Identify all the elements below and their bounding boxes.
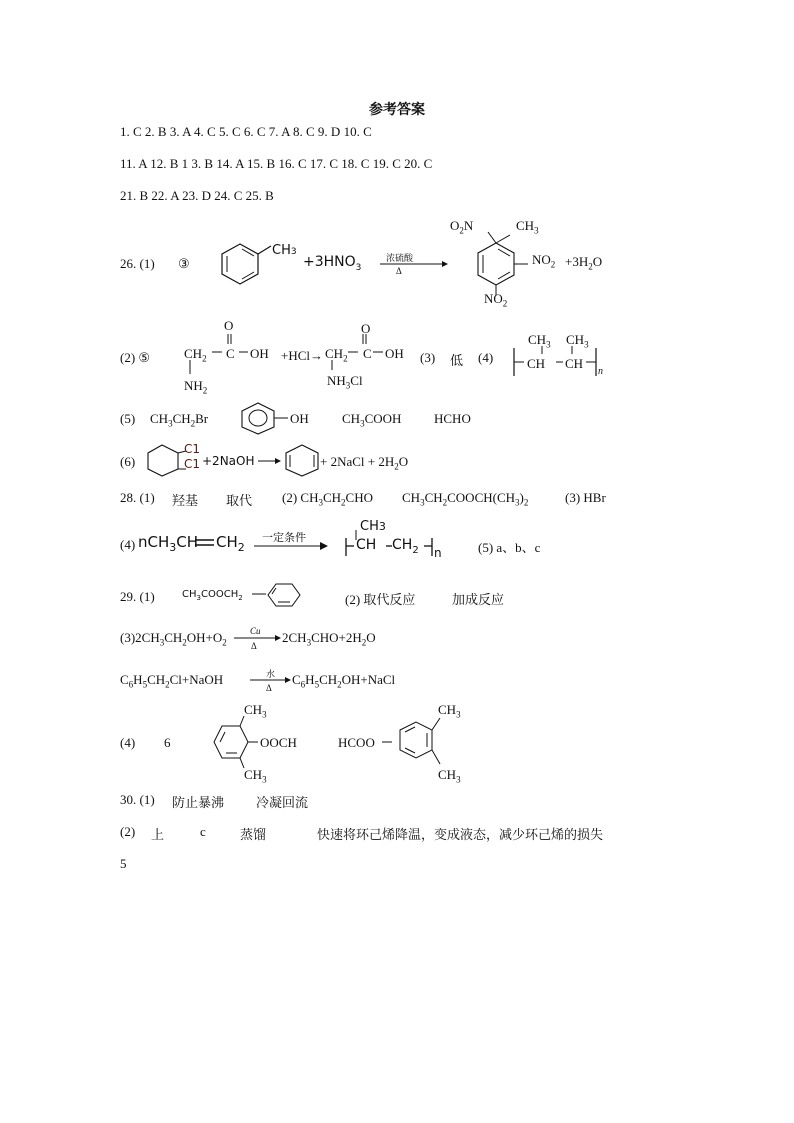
q26-gly-o: O [224,318,234,333]
q26-hcl: +HCl→ [281,348,324,363]
q26-cl-top: C1 [184,442,201,456]
q26-p5-bromoethane: $CH_3CH_2Br$ [150,411,209,429]
q26-mark1: ③ [178,256,190,271]
q28-p4-label: (4) [120,537,136,552]
q29-benzyl-ring [252,582,312,610]
q30-a2a: 上 [151,827,165,842]
mc-line-1: 1. C 2. B 3. A 4. C 5. C 6. C 7. A 8. C 9. D 10. C [120,124,372,139]
q28-a1b: 取代 [226,493,253,508]
q26-gly-ch2: $CH_2$ [184,346,207,364]
mc-line-3: 21. B 22. A 23. D 24. C 25. B [120,188,274,203]
q26-pp-ch3-b: $CH_3$ [566,332,589,350]
q26-pp-ch-a: CH [527,356,546,371]
q26-p5-phenol-oh: OH [290,411,309,426]
q29-eq1-right: $2CH_3CHO+2H_2O$ [282,630,376,648]
q26-ch3: CH3 [272,243,297,258]
q26-condition-top: 浓硫酸 [386,253,414,263]
q26-tnt-ch3: $CH_3$ [516,218,539,236]
q29-eq1-cond: Cu [250,626,261,636]
q29-eq2-delta: Δ [266,683,272,693]
q28-a1: 羟基 [172,493,199,508]
q26-cl-bottom: C1 [184,457,201,471]
q30-a2d: 快速将环己烯降温，变成液态，减少环己烯的损失 [317,827,604,842]
q26-p6-arrow [258,455,282,467]
q28-condition: 一定条件 [262,532,306,544]
q26-p6-reagent: +2NaOH [202,454,255,468]
q26-p2-label: (2) ⑤ [120,350,151,365]
q26-prod-c: C [363,346,372,361]
q26-p3-label: (3) [420,350,436,365]
q28-p4-ch2: $CH_2$ [216,533,245,554]
q29-isomer1-ch3-top: $CH_3$ [244,702,267,720]
q30-a1b: 冷凝回流 [256,795,309,810]
q26-prod-oh: OH [385,346,404,361]
q26-gly-nh2: $NH_2$ [184,378,208,396]
q28-poly-ch3: CH3 [360,519,386,534]
q30-p3: 5 [120,856,127,871]
q26-reagent: $+3HNO_3$ [303,254,362,273]
q26-p4-label: (4) [478,350,494,365]
q26-condition-bottom: Δ [396,266,402,276]
q29-eq2-left: $C_6H_5CH_2Cl+NaOH$ [120,672,224,690]
q29-isomer1-ooch: OOCH [260,735,297,750]
q28-poly-n: n [434,546,442,560]
q28-poly-ch2: $CH_2$ [392,537,419,556]
q28-p2: (2) $CH_3CH_2CHO$ [282,490,373,508]
q28-p5: (5) a、b、c [478,540,541,555]
q26-prod-nh3cl: $NH_3Cl$ [327,373,363,391]
page-title: 参考答案 [369,103,425,118]
q29-p2: (2) 取代反应 [345,592,416,607]
q26-p5-hcho: HCHO [434,411,471,426]
q26-pp-ch3-a: $CH_3$ [528,332,551,350]
mc-line-2: 11. A 12. B 1 3. B 14. A 15. B 16. C 17. C 18. C 19. C 20. C [120,156,433,171]
q28-p4-reactant: nCH$_3$CH [138,533,199,554]
q26-cyclohexadiene [284,443,324,477]
q30-p2-label: (2) [120,824,136,839]
q26-pp-n: n [598,366,603,377]
q26-water: $+3H_2O$ [565,254,603,272]
q26-gly-oh: OH [250,346,269,361]
q29-isomer2-ch3-bottom: $CH_3$ [438,767,461,785]
q26-p5-acetic: $CH_3COOH$ [342,411,402,429]
q29-eq2-cond: 水 [266,669,276,679]
q26-label: 26. (1) [120,256,155,271]
q28-double-bond [194,536,216,550]
q26-o2n: $O_2N$ [450,218,474,236]
q28-p3: (3) HBr [565,490,606,505]
q26-polypropylene-bonds [508,330,608,380]
q29-isomer2-ch3-top: $CH_3$ [438,702,461,720]
q29-label: 29. (1) [120,589,155,604]
q26-no2-bottom: $NO_2$ [484,291,508,309]
q26-prod-o: O [361,321,371,336]
q26-p6-label: (6) [120,454,136,469]
q26-p5-label: (5) [120,411,136,426]
q28-p2-ester: $CH_3CH_2COOCH(CH_3)_2$ [402,490,529,508]
q30-a2c: 蒸馏 [240,827,267,842]
q29-a1: $CH_3COOCH_2$ [182,589,243,602]
q30-a1: 防止暴沸 [172,795,225,810]
q29-p4-label: (4) [120,735,136,750]
q26-pp-ch-b: CH [565,356,584,371]
q29-p4-count: 6 [164,735,171,750]
q28-poly-ch: CH [356,537,377,553]
q30-label: 30. (1) [120,792,155,807]
q26-phenol-ring [240,401,290,435]
q29-eq1-delta: Δ [251,641,257,651]
q26-p3-answer: 低 [450,353,464,368]
q29-isomer1-ch3-bottom: $CH_3$ [244,767,267,785]
q26-p6-products: + 2NaCl + $2H_2O$ [320,454,409,472]
q30-a2b: c [200,824,206,839]
q26-no2-right: $NO_2$ [532,252,556,270]
q29-a2b: 加成反应 [452,592,505,607]
q29-eq1-left: $(3)2CH_3CH_2OH+O_2$ [120,630,227,648]
q28-label: 28. (1) [120,490,155,505]
q26-prod-ch2: $CH_2$ [325,346,348,364]
q26-gly-c: C [226,346,235,361]
q29-eq2-right: $C_6H_5CH_2OH+NaCl$ [292,672,396,690]
q29-isomer2-hcoo: HCOO [338,735,375,750]
